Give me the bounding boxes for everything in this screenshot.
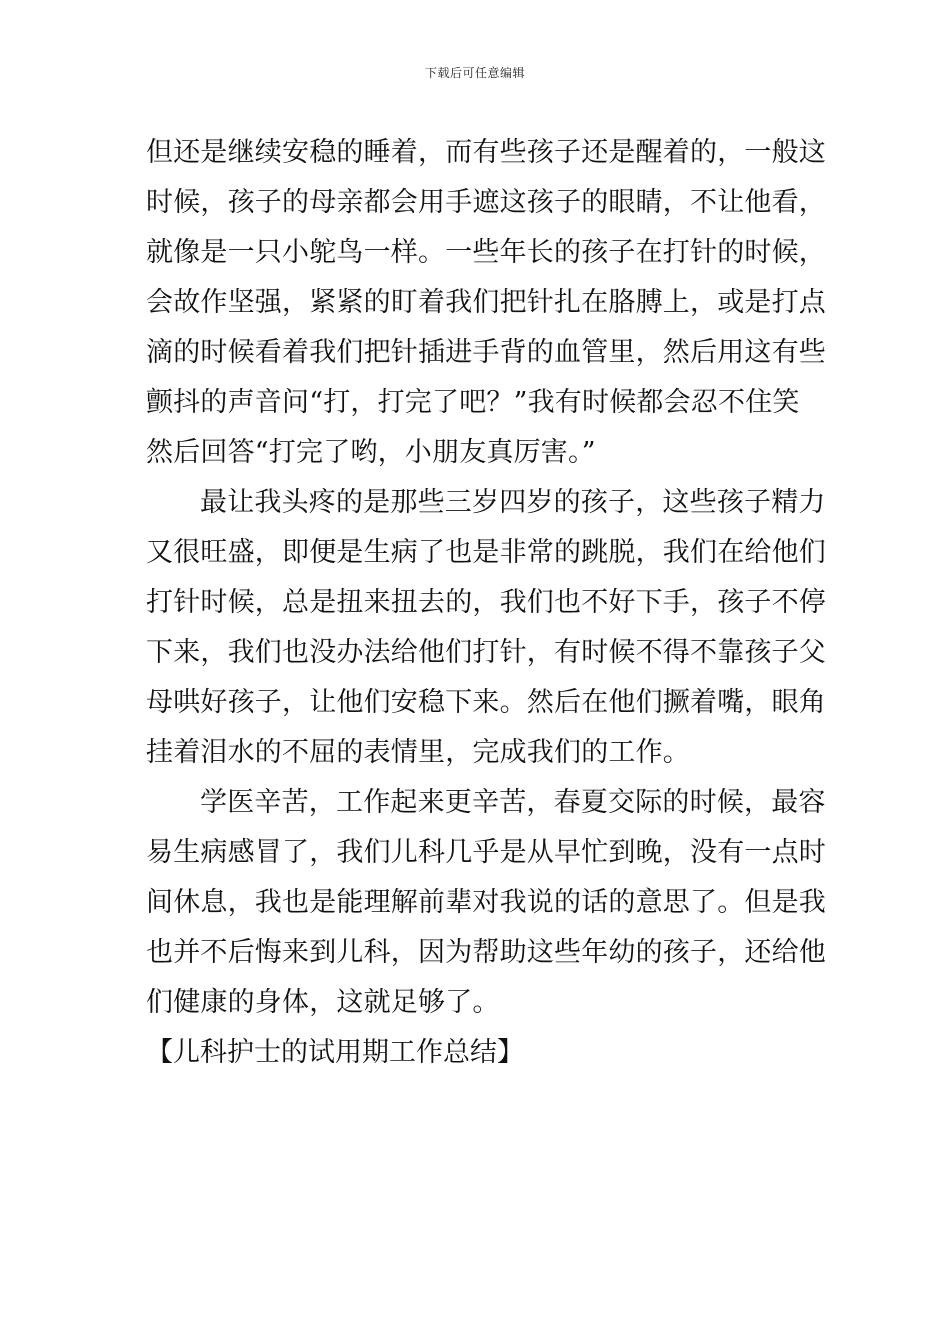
text-line: 挂着泪水的不屈的表情里，完成我们的工作。 bbox=[146, 737, 690, 768]
text-line: 然后回答“打完了哟，小朋友真厉害。” bbox=[146, 437, 596, 468]
text-line: 也并不后悔来到儿科，因为帮助这些年幼的孩子，还给他 bbox=[146, 937, 826, 968]
document-body bbox=[146, 128, 826, 1078]
paragraph bbox=[146, 128, 826, 478]
text-line: 易生病感冒了，我们儿科几乎是从早忙到晚，没有一点时 bbox=[146, 837, 826, 868]
text-line: 滴的时候看着我们把针插进手背的血管里，然后用这有些 bbox=[146, 337, 826, 368]
page-header-note: 下载后可任意编辑 bbox=[424, 66, 525, 80]
text-line: 打针时候，总是扭来扭去的，我们也不好下手，孩子不停 bbox=[146, 587, 826, 618]
paragraph bbox=[146, 778, 826, 1028]
text-line: 颤抖的声音问“打，打完了吧？”我有时候都会忍不住笑 bbox=[146, 387, 800, 418]
text-line: 最让我头疼的是那些三岁四岁的孩子，这些孩子精力 bbox=[200, 487, 826, 518]
text-line: 学医辛苦，工作起来更辛苦，春夏交际的时候，最容 bbox=[200, 787, 826, 818]
text-line: 母哄好孩子，让他们安稳下来。然后在他们撅着嘴，眼角 bbox=[146, 687, 826, 718]
paragraph bbox=[146, 478, 826, 778]
text-line: 们健康的身体，这就足够了。 bbox=[146, 987, 500, 1018]
text-line: 间休息，我也是能理解前辈对我说的话的意思了。但是我 bbox=[146, 887, 826, 918]
text-line: 就像是一只小鸵鸟一样。一些年长的孩子在打针的时候， bbox=[146, 237, 826, 268]
text-line: 但还是继续安稳的睡着，而有些孩子还是醒着的，一般这 bbox=[146, 137, 826, 168]
text-line: 又很旺盛，即便是生病了也是非常的跳脱，我们在给他们 bbox=[146, 537, 826, 568]
text-line: 时候，孩子的母亲都会用手遮这孩子的眼睛，不让他看， bbox=[146, 187, 826, 218]
section-heading: 【儿科护士的试用期工作总结】 bbox=[146, 1037, 524, 1068]
text-line: 会故作坚强，紧紧的盯着我们把针扎在胳膊上，或是打点 bbox=[146, 287, 826, 318]
text-line: 下来，我们也没办法给他们打针，有时候不得不靠孩子父 bbox=[146, 637, 826, 668]
